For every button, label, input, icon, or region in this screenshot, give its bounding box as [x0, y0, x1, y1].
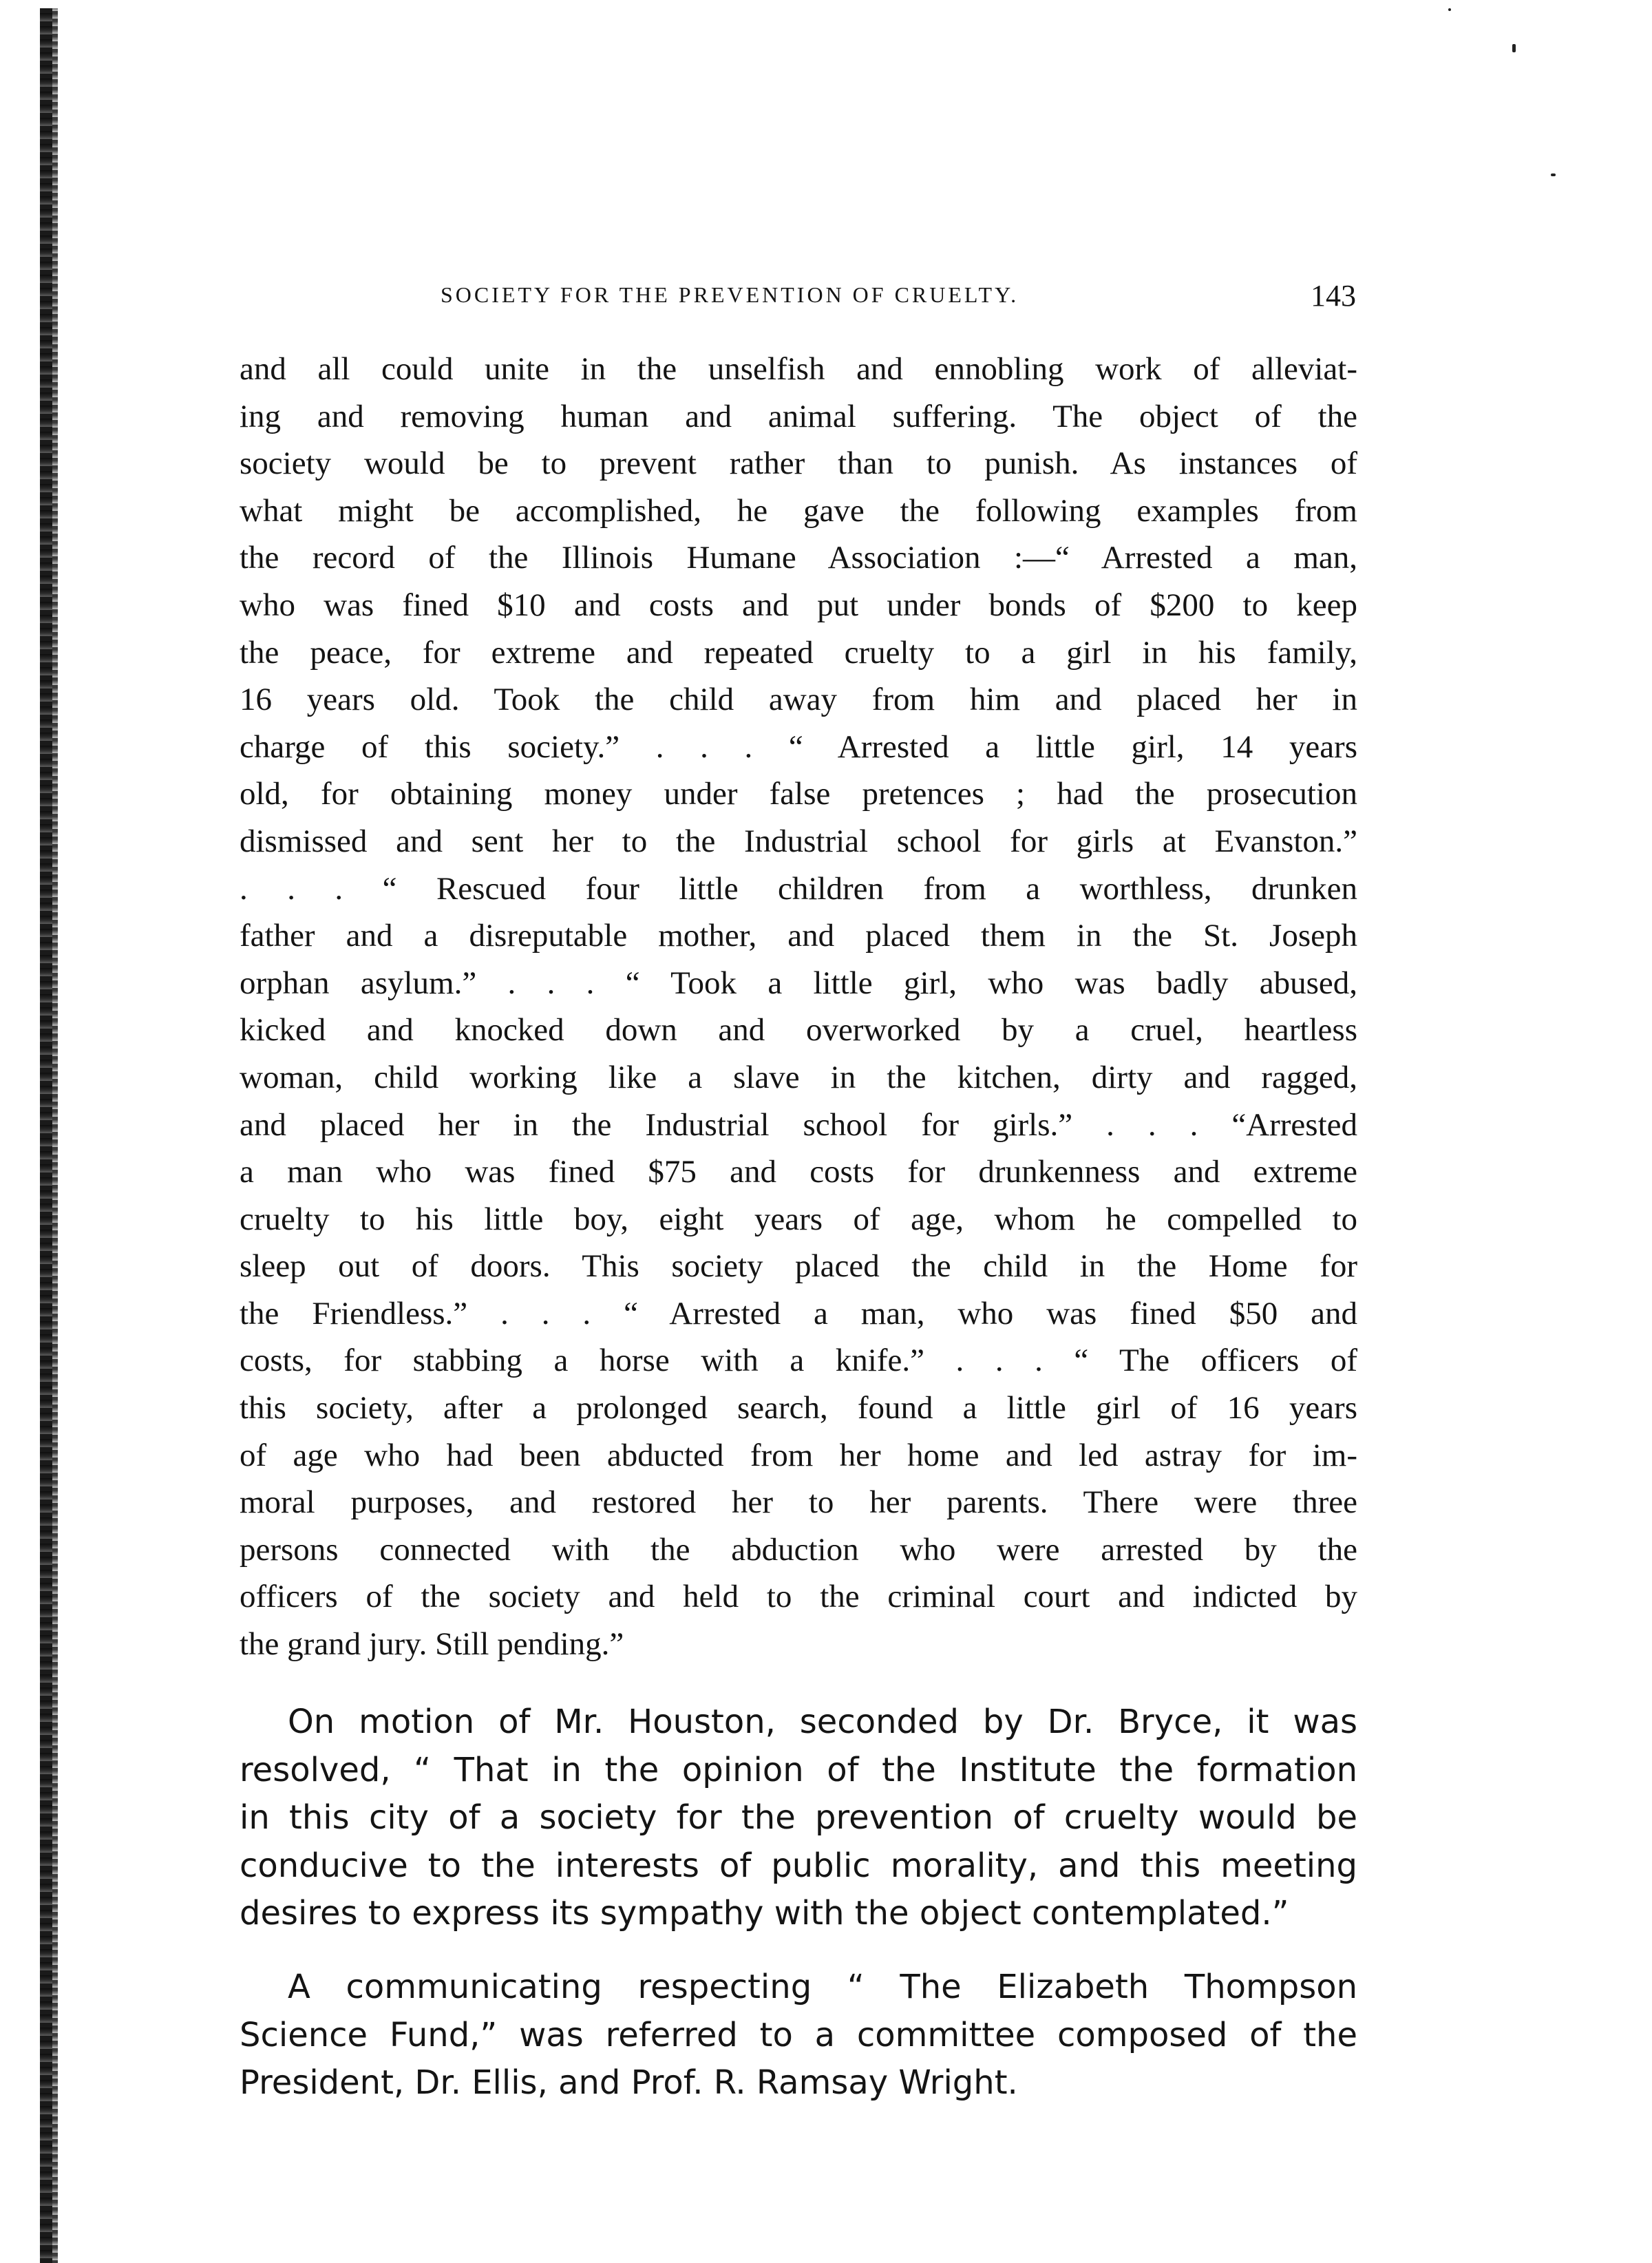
text-line: what might be accomplished, he gave the following examples from	[240, 492, 1357, 529]
page-number: 143	[1311, 279, 1356, 313]
running-title: SOCIETY FOR THE PREVENTION OF CRUELTY.	[441, 282, 1019, 307]
text-line: charge of this society.” . . . “ Arrested a little girl, 14 years	[240, 728, 1357, 765]
text-line: a man who was fined $75 and costs for drunkenness and extreme	[240, 1154, 1357, 1190]
text-line: the Friendless.” . . . “ Arrested a man, who was fined $50 and	[240, 1295, 1357, 1332]
communication-paragraph	[240, 1964, 1357, 2107]
text-line: orphan asylum.” . . . “ Took a little girl, who was badly abused,	[240, 965, 1357, 1001]
text-line: ing and removing human and animal suffering. The object of the	[240, 398, 1357, 434]
binding-edge	[40, 8, 55, 2263]
text-line: persons connected with the abduction who were arrested by the	[240, 1531, 1357, 1568]
text-line: kicked and knocked down and overworked by a cruel, heartless	[240, 1012, 1357, 1049]
text-line: President, Dr. Ellis, and Prof. R. Ramsay Wright.	[240, 2063, 1018, 2102]
quoted-paragraph	[240, 346, 1357, 1668]
text-line: dismissed and sent her to the Industrial school for girls at Evanston.”	[240, 823, 1357, 859]
running-header	[240, 278, 1356, 319]
text-line: . . . “ Rescued four little children from a worthless, drunken	[240, 870, 1357, 907]
text-line: of age who had been abducted from her home and led astray for im-	[240, 1437, 1357, 1473]
scan-speck	[1551, 173, 1556, 176]
scan-speck	[1448, 8, 1451, 11]
text-line: in this city of a society for the prevention of cruelty would be	[240, 1798, 1357, 1837]
scan-speck	[1512, 44, 1516, 52]
text-line: the record of the Illinois Humane Association :—“ Arrested a man,	[240, 540, 1357, 576]
text-line: woman, child working like a slave in the kitchen, dirty and ragged,	[240, 1059, 1357, 1095]
text-line: On motion of Mr. Houston, seconded by Dr. Bryce, it was	[288, 1703, 1357, 1741]
text-line: who was fined $10 and costs and put under bonds of $200 to keep	[240, 587, 1357, 623]
text-line: and placed her in the Industrial school for girls.” . . . “Arrested	[240, 1106, 1357, 1143]
text-line: this society, after a prolonged search, found a little girl of 16 years	[240, 1390, 1357, 1427]
text-line: costs, for stabbing a horse with a knife.” . . . “ The officers of	[240, 1343, 1357, 1379]
text-line: desires to express its sympathy with the object contemplated.”	[240, 1894, 1289, 1933]
text-line: sleep out of doors. This society placed the child in the Home for	[240, 1248, 1357, 1285]
text-line: resolved, “ That in the opinion of the Institute the formation	[240, 1750, 1357, 1789]
text-line: A communicating respecting “ The Elizabeth Thompson	[288, 1968, 1357, 2006]
text-line: cruelty to his little boy, eight years of age, whom he compelled to	[240, 1201, 1357, 1237]
text-line: conducive to the interests of public morality, and this meeting	[240, 1846, 1357, 1885]
text-line: society would be to prevent rather than to punish. As instances of	[240, 445, 1357, 482]
text-line: the grand jury. Still pending.”	[240, 1626, 624, 1663]
text-line: Science Fund,” was referred to a committee composed of the	[240, 2015, 1357, 2054]
text-line: father and a disreputable mother, and placed them in the St. Joseph	[240, 918, 1357, 954]
text-line: and all could unite in the unselfish and ennobling work of alleviat-	[240, 351, 1357, 387]
text-line: the peace, for extreme and repeated cruelty to a girl in his family,	[240, 634, 1357, 671]
motion-paragraph	[240, 1698, 1357, 1938]
text-line: moral purposes, and restored her to her parents. There were three	[240, 1484, 1357, 1521]
text-line: old, for obtaining money under false pretences ; had the prosecution	[240, 776, 1357, 812]
text-line: officers of the society and held to the criminal court and indicted by	[240, 1579, 1357, 1615]
text-line: 16 years old. Took the child away from him and placed her in	[240, 682, 1357, 718]
